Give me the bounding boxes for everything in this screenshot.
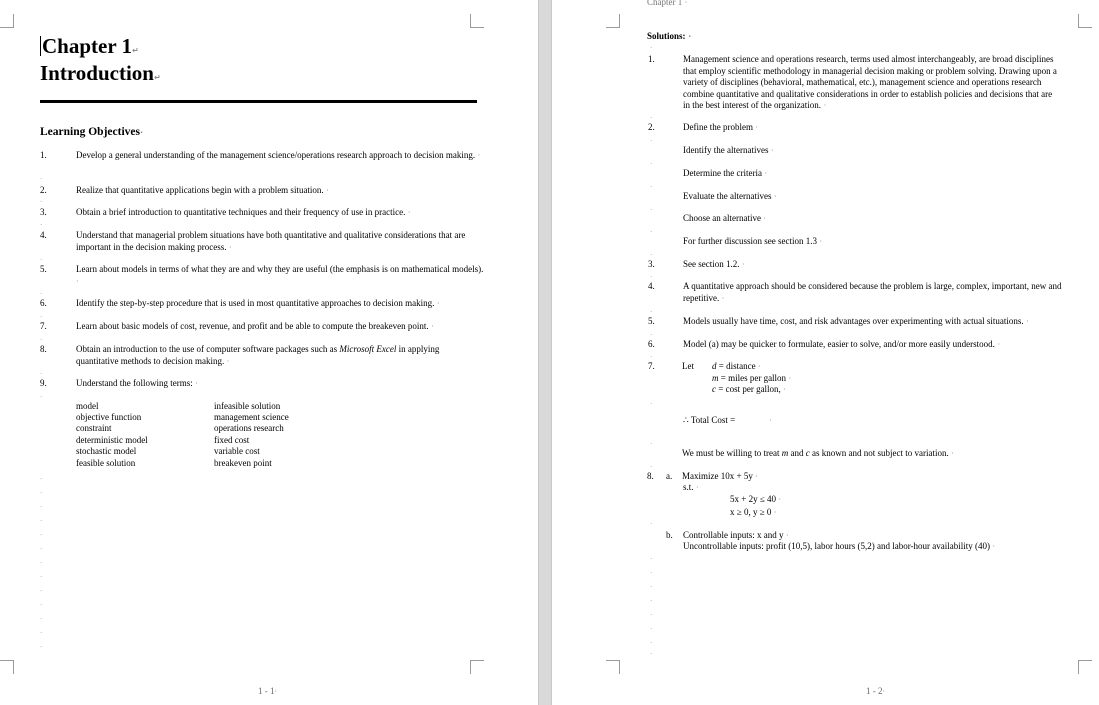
- constraint-line[interactable]: x ≥ 0, y ≥ 0 ·: [730, 507, 777, 517]
- crop-mark-top-left: [0, 14, 14, 28]
- objective-function[interactable]: Maximize 10x + 5y ·: [682, 471, 758, 481]
- objective-text[interactable]: Realize that quantitative applications begin with a problem situation. ·: [76, 185, 329, 195]
- let-label: Let: [682, 361, 694, 371]
- crop-mark-bottom-left: [606, 660, 620, 674]
- objective-number: 8.: [40, 344, 47, 354]
- objective-number: 4.: [40, 230, 47, 240]
- solution-number: 3.: [648, 259, 655, 269]
- objective-number: 9.: [40, 378, 47, 388]
- running-header: Chapter 1 ·: [647, 0, 688, 7]
- objective-number: 5.: [40, 264, 47, 274]
- solution-2-step[interactable]: For further discussion see section 1.3 ·: [683, 236, 823, 246]
- term[interactable]: objective function: [76, 412, 142, 422]
- title-rule: [40, 100, 477, 103]
- objective-text[interactable]: Obtain an introduction to the use of computer software packages such as Microsoft Excel in applying quantitative methods to decision making. ·: [76, 344, 440, 366]
- solution-4-text[interactable]: A quantitative approach should be considered because the problem is large, complex, important, new and repetitive. ·: [683, 281, 1062, 303]
- objective-number: 2.: [40, 185, 47, 195]
- document-page-1: Chapter 1↵ Introduction↵ Learning Objectives· 1. Develop a general understanding of the management science/operations research approach to decision making. · 2. Realize that quantitative applications begin with a problem situation. · 3. Obtain a brief introduction to quantitative techniques and their frequency of use in practice. · 4. Understand that managerial problem situations have both quantitative and qualitative considerations that are important in the decision making process. · 5. Learn about models in terms of what they are and why they are useful (the emphasis is on mathematical models). · 6. Identify the step-by-step procedure that is used in most quantitative approaches to decision making. · 7. Learn about basic models of cost, revenue, and profit and be able to compute the breakeven point. · 8. Obtain an introduction to the use of computer software packages such as Microsoft Excel in applying quantitative methods to decision making. · 9. Understand the following terms: · model objective function constraint deterministic model stochastic model feasible solution infeasible solution management science operations research fixed cost variable cost breakeven point · · · · · · · · · · · · · · · · · · · · · · 1 - 1·: [0, 0, 538, 705]
- solution-3-text[interactable]: See section 1.2. ·: [683, 259, 745, 269]
- crop-mark-top-right: [1078, 14, 1092, 28]
- crop-mark-bottom-left: [0, 660, 14, 674]
- solution-number: 5.: [648, 316, 655, 326]
- part-label: b.: [666, 530, 673, 540]
- objective-text[interactable]: Learn about basic models of cost, revenue, and profit and be able to compute the breakeven point. ·: [76, 321, 434, 331]
- page-footer: 1 - 1·: [258, 686, 278, 696]
- controllable-inputs[interactable]: Controllable inputs: x and y ·: [683, 530, 789, 540]
- solution-2-step[interactable]: Identify the alternatives ·: [683, 145, 774, 155]
- crop-mark-bottom-right: [470, 660, 484, 674]
- chapter-label[interactable]: Chapter 1↵: [42, 34, 139, 58]
- objective-number: 3.: [40, 207, 47, 217]
- learning-objectives-heading[interactable]: Learning Objectives·: [40, 126, 144, 138]
- uncontrollable-inputs[interactable]: Uncontrollable inputs: profit (10,5), labor hours (5,2) and labor-hour availability (40) ·: [683, 541, 996, 551]
- document-page-2: Chapter 1 · Solutions: · 1. Management science and operations research, terms used almost interchangeably, are broad disciplines that employ scientific methodology in managerial decision making or problem solving. Drawing upon a variety of disciplines (behavioral, mathematical, etc.), management science and operations research combine quantitative and qualitative considerations in order to establish policies and decisions that are in the best interest of the organization. · 2. Define the problem · Identify the alternatives · Determine the criteria · Evaluate the alternatives · Choose an alternative · For further discussion see section 1.3 · 3. See section 1.2. · 4. A quantitative approach should be considered because the problem is large, complex, important, new and repetitive. · 5. Models usually have time, cost, and risk advantages over experimenting with actual situations. · 6. Model (a) may be quicker to formulate, easier to solve, and/or more easily understood. · 7. Let d = distance · m = miles per gallon · c = cost per gallon, · ∴ Total Cost = · We must be willing to treat m and c as known and not subject to variation. · 8. a. Maximize 10x + 5y · s.t. · 5x + 2y ≤ 40 · x ≥ 0, y ≥ 0 · b. Controllable inputs: x and y · Uncontrollable inputs: profit (10,5), labor hours (5,2) and labor-hour availability (40) · · · · · · · · · · · · · · · · · · · · · · · · · 1 - 2·: [552, 0, 1099, 705]
- page-footer: 1 - 2·: [866, 686, 886, 696]
- objective-text[interactable]: Understand the following terms: ·: [76, 378, 198, 388]
- solution-number: 8.: [647, 471, 654, 481]
- objective-text[interactable]: Obtain a brief introduction to quantitative techniques and their frequency of use in practice. ·: [76, 207, 411, 217]
- text-cursor: [40, 36, 41, 56]
- term[interactable]: infeasible solution: [214, 401, 281, 411]
- crop-mark-top-left: [606, 14, 620, 28]
- term[interactable]: feasible solution: [76, 458, 136, 468]
- objective-text[interactable]: Develop a general understanding of the management science/operations research approach to decision making. ·: [76, 150, 481, 160]
- chapter-name[interactable]: Introduction↵: [40, 61, 161, 85]
- constraint-line[interactable]: 5x + 2y ≤ 40 ·: [730, 494, 782, 504]
- solution-7-note[interactable]: We must be willing to treat m and c as known and not subject to variation. ·: [682, 448, 954, 458]
- solution-number: 6.: [648, 339, 655, 349]
- term[interactable]: breakeven point: [214, 458, 272, 468]
- page-gutter: [538, 0, 552, 705]
- solution-2-step[interactable]: Evaluate the alternatives ·: [683, 191, 777, 201]
- objective-text[interactable]: Identify the step-by-step procedure that is used in most quantitative approaches to decision making. ·: [76, 298, 440, 308]
- solution-2-step[interactable]: Define the problem ·: [683, 122, 759, 132]
- objective-number: 7.: [40, 321, 47, 331]
- variable-definition[interactable]: m = miles per gallon ·: [712, 373, 792, 383]
- crop-mark-bottom-right: [1078, 660, 1092, 674]
- solution-6-text[interactable]: Model (a) may be quicker to formulate, easier to solve, and/or more easily understood. ·: [683, 339, 1000, 349]
- solution-number: 2.: [648, 122, 655, 132]
- term[interactable]: constraint: [76, 423, 112, 433]
- term[interactable]: model: [76, 401, 99, 411]
- objective-text[interactable]: Learn about models in terms of what they are and why they are useful (the emphasis is on mathematical models). ·: [76, 264, 484, 286]
- total-cost-line[interactable]: ∴ Total Cost = ·: [683, 415, 772, 425]
- objective-text[interactable]: Understand that managerial problem situations have both quantitative and qualitative considerations that are important in the decision making process. ·: [76, 230, 466, 252]
- term[interactable]: operations research: [214, 423, 284, 433]
- term[interactable]: stochastic model: [76, 446, 137, 456]
- solution-5-text[interactable]: Models usually have time, cost, and risk advantages over experimenting with actual situations. ·: [683, 316, 1029, 326]
- term[interactable]: management science: [214, 412, 289, 422]
- term[interactable]: variable cost: [214, 446, 260, 456]
- solution-2-step[interactable]: Determine the criteria ·: [683, 168, 768, 178]
- solution-number: 4.: [648, 281, 655, 291]
- objective-number: 1.: [40, 150, 47, 160]
- part-label: a.: [666, 471, 673, 481]
- solutions-heading[interactable]: Solutions: ·: [647, 31, 692, 41]
- solution-number: 7.: [648, 361, 655, 371]
- crop-mark-top-right: [470, 14, 484, 28]
- subject-to-label: s.t. ·: [683, 482, 699, 492]
- variable-definition[interactable]: d = distance ·: [712, 361, 761, 371]
- solution-1-text[interactable]: Management science and operations research, terms used almost interchangeably, are broad disciplines that employ scientific methodology in managerial decision making or problem solving. Drawing upon a variety of disciplines (behavioral, mathematical, etc.), management science and operations research combine quantitative and qualitative considerations in order to establish policies and decisions that are in the best interest of the organization. ·: [683, 54, 1057, 110]
- term[interactable]: fixed cost: [214, 435, 250, 445]
- solution-2-step[interactable]: Choose an alternative ·: [683, 213, 767, 223]
- solution-number: 1.: [648, 54, 655, 64]
- variable-definition[interactable]: c = cost per gallon, ·: [712, 384, 786, 394]
- term[interactable]: deterministic model: [76, 435, 148, 445]
- objective-number: 6.: [40, 298, 47, 308]
